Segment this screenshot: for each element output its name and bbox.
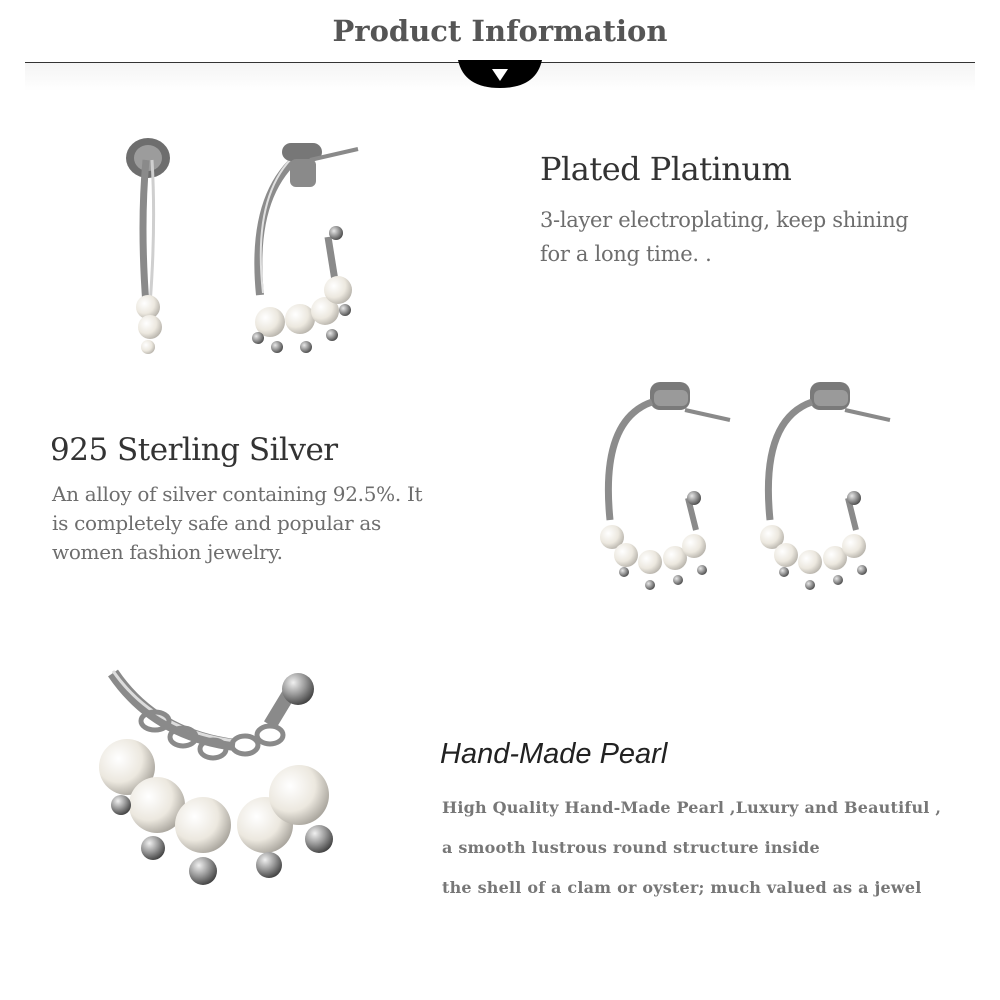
feature-text-line: a smooth lustrous round structure inside bbox=[442, 838, 820, 857]
feature-text-line: An alloy of silver containing 92.5%. It bbox=[52, 482, 423, 506]
product-photo-front-side-view bbox=[110, 125, 370, 365]
feature-text-line: High Quality Hand-Made Pearl ,Luxury and Beautiful , bbox=[442, 798, 942, 817]
product-photo-pearl-closeup bbox=[95, 665, 345, 895]
feature-text-line: is completely safe and popular as bbox=[52, 511, 381, 535]
feature-text-line: women fashion jewelry. bbox=[52, 540, 283, 564]
product-photo-pair-view bbox=[590, 380, 900, 600]
feature-text-line: the shell of a clam or oyster; much valued as a jewel bbox=[442, 878, 922, 897]
header-tab bbox=[458, 60, 542, 88]
feature-title-hand-made-pearl: Hand-Made Pearl bbox=[440, 738, 668, 770]
feature-text-line: 3-layer electroplating, keep shining bbox=[540, 208, 909, 232]
feature-text-line: for a long time. . bbox=[540, 242, 712, 266]
page-title: Product Information bbox=[332, 14, 668, 48]
feature-title-sterling-silver: 925 Sterling Silver bbox=[50, 432, 338, 468]
feature-title-plated-platinum: Plated Platinum bbox=[540, 150, 792, 188]
